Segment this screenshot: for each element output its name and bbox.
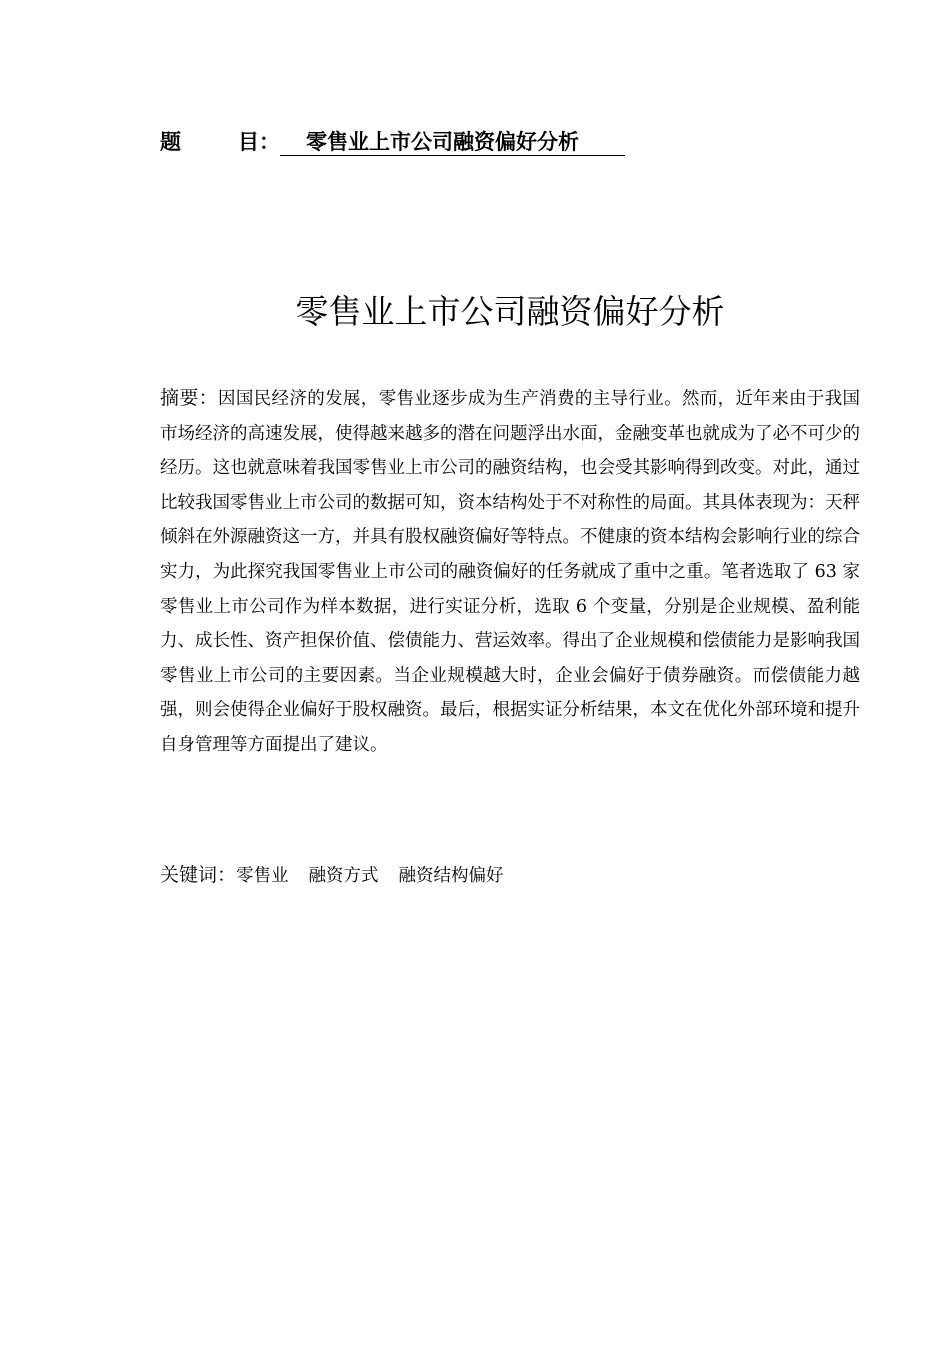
abstract-label: 摘要： <box>160 387 219 409</box>
keyword-item: 融资结构偏好 <box>398 866 504 886</box>
keyword-item: 零售业 <box>236 866 289 886</box>
keywords-line <box>160 858 860 893</box>
keyword-item: 融资方式 <box>308 866 379 886</box>
subject-value: 零售业上市公司融资偏好分析 <box>280 129 625 156</box>
abstract-paragraph <box>160 381 860 763</box>
keywords-label: 关键词： <box>160 864 237 886</box>
subject-line <box>160 127 625 157</box>
subject-label-part2: 目： <box>238 130 280 154</box>
page-title: 零售业上市公司融资偏好分析 <box>295 292 725 331</box>
subject-label-part1: 题 <box>160 130 181 154</box>
abstract-text: 因国民经济的发展，零售业逐步成为生产消费的主导行业。然而，近年来由于我国市场经济的高速发展，使得越来越多的潜在问题浮出水面，金融变革也就成为了必不可少的经历。这也就意味着我国零售业上市公司的融资结构，也会受其影响得到改变。对此，通过比较我国零售业上市公司的数据可知，资本结构处于不对称性的局面。其具体表现为：天秤倾斜在外源融资这一方，并具有股权融资偏好等特点。不健康的资本结构会影响行业的综合实力，为此探究我国零售业上市公司的融资偏好的任务就成了重中之重。笔者选取了 63 家零售业上市公司作为样本数据，进行实证分析，选取 6 个变量，分别是企业规模、盈利能力、成长性、资产担保价值、偿债能力、营运效率。得出了企业规模和偿债能力是影响我国零售业上市公司的主要因素。当企业规模越大时，企业会偏好于债券融资。而偿债能力越强，则会使得企业偏好于股权融资。最后，根据实证分析结果，本文在优化外部环境和提升自身管理等方面提出了建议。 <box>160 389 860 755</box>
